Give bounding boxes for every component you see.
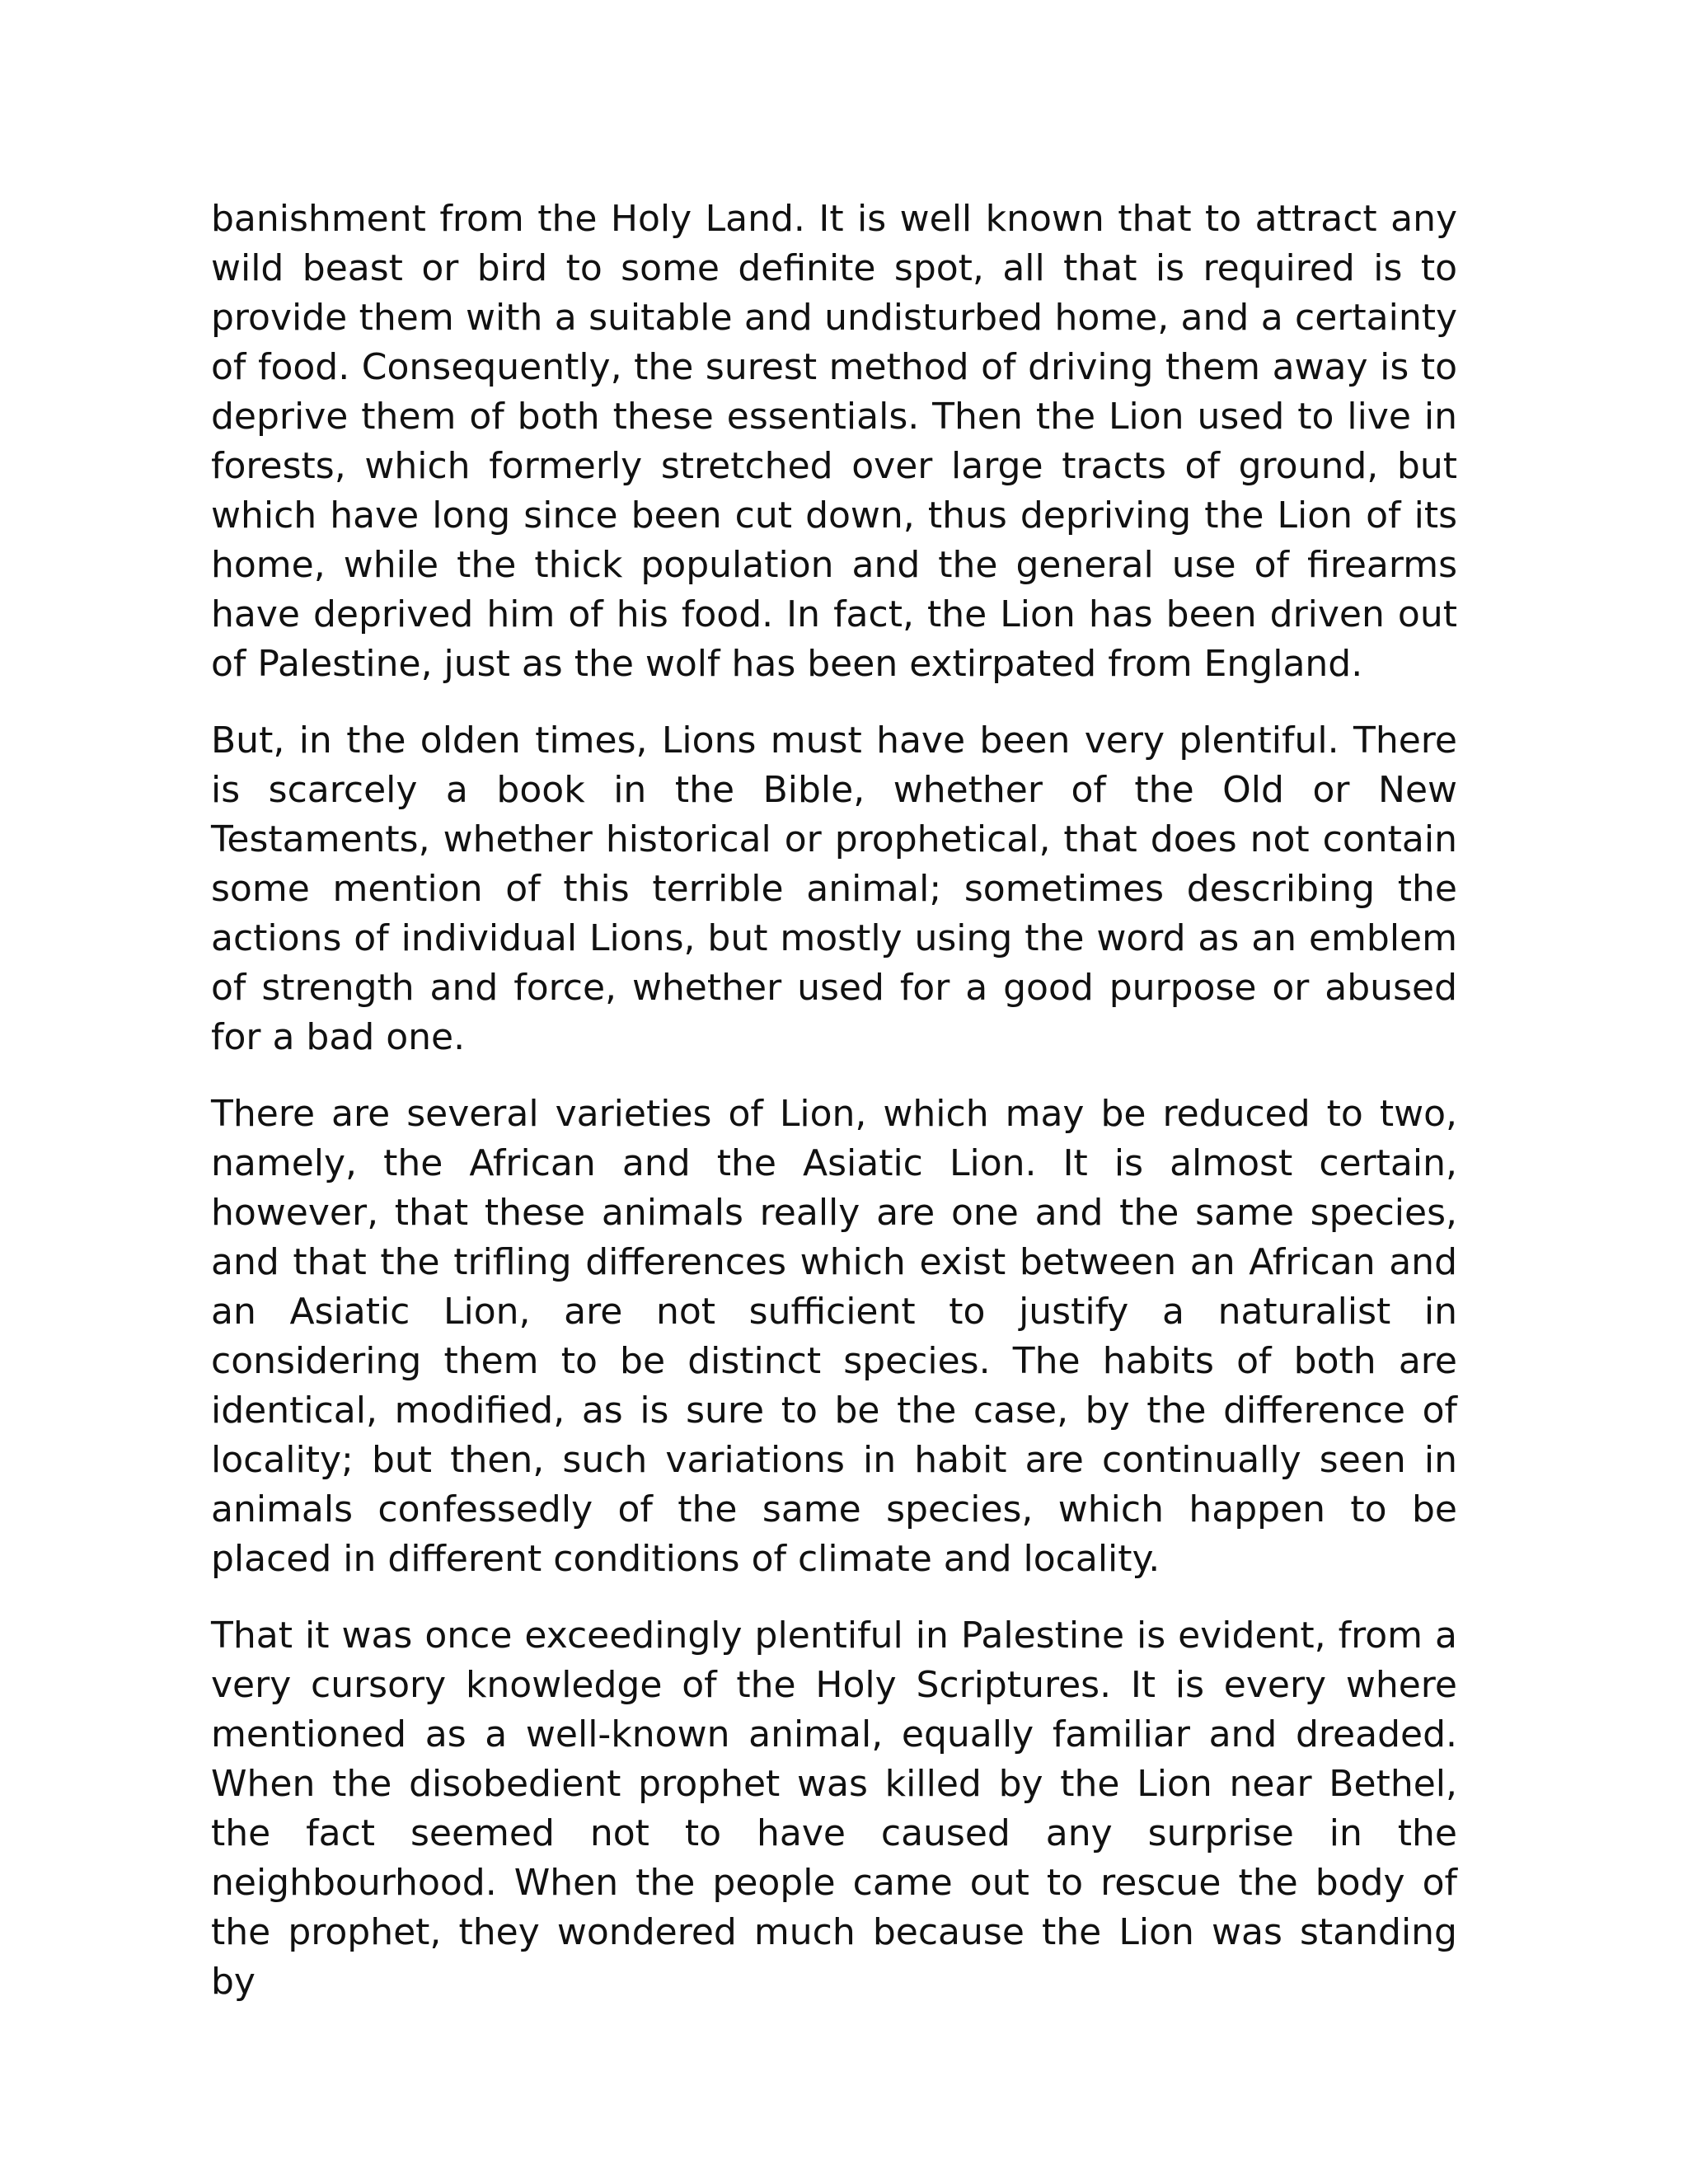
paragraph-2: But, in the olden times, Lions must have been very plentiful. There is scarcely a book in the Bible, whether of the Old or New Testaments, whether historical or prophetical, that does not contain some mention of this terrible animal; sometimes describing the actions of individual Lions, but mostly using the word as an emblem of strength and force, whether used for a good purpose or abused for a bad one. <box>211 719 1457 1058</box>
paragraph-3: There are several varieties of Lion, which may be reduced to two, namely, the African and the Asiatic Lion. It is almost certain, however, that these animals really are one and the same species, and that the trifling differences which exist between an African and an Asiatic Lion, are not sufficient to justify a naturalist in considering them to be distinct species. The habits of both are identical, modified, as is sure to be the case, by the difference of locality; but then, such variations in habit are continually seen in animals confessedly of the same species, which happen to be placed in different conditions of climate and locality. <box>211 1093 1457 1580</box>
paragraph-4: That it was once exceedingly plentiful in Palestine is evident, from a very cursory knowledge of the Holy Scriptures. It is every where mentioned as a well-known animal, equally familiar and dreaded. When the disobedient prophet was killed by the Lion near Bethel, the fact seemed not to have caused any surprise in the neighbourhood. When the people came out to rescue the body of the prophet, they wondered much because the Lion was standing by <box>211 1615 1457 2003</box>
paragraph-1: banishment from the Holy Land. It is well known that to attract any wild beast or bird to some definite spot, all that is required is to provide them with a suitable and undisturbed home, and a certainty of food. Consequently, the surest method of driving them away is to deprive them of both these essentials. Then the Lion used to live in forests, which formerly stretched over large tracts of ground, but which have long since been cut down, thus depriving the Lion of its home, while the thick population and the general use of firearms have deprived him of his food. In fact, the Lion has been driven out of Palestine, just as the wolf has been extirpated from England. <box>211 198 1457 685</box>
body-text <box>211 194 1457 2034</box>
